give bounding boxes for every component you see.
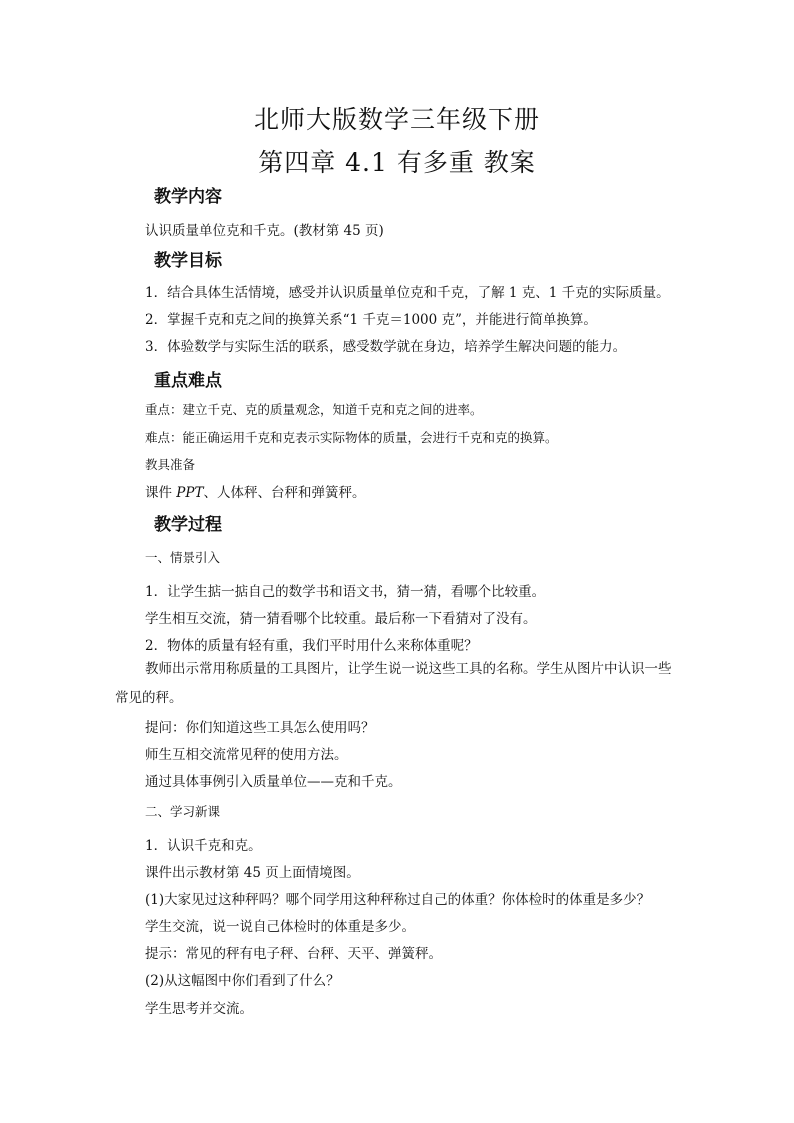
- goal-item-1: 1．结合具体生活情境，感受并认识质量单位克和千克，了解 1 克、1 千克的实际质量。: [145, 285, 670, 301]
- tools-ppt: PPT: [176, 485, 204, 501]
- process-q4: 学生交流，说一说自己体检时的体重是多少。: [145, 919, 415, 935]
- goal-item-2: 2．掌握千克和克之间的换算关系“1 千克＝1000 克”，并能进行简单换算。: [145, 312, 597, 328]
- process-q3: (1)大家见过这种秤吗？哪个同学用这种秤称过自己的体重？你体检时的体重是多少？: [145, 892, 651, 908]
- document-subtitle: 第四章 4.1 有多重 教案: [258, 148, 536, 177]
- document-title: 北师大版数学三年级下册: [253, 105, 540, 134]
- part1-title: 一、情景引入: [145, 550, 221, 565]
- process-q5: 提示：常见的秤有电子秤、台秤、天平、弹簧秤。: [145, 946, 442, 962]
- heading-teaching-content: 教学内容: [154, 187, 222, 207]
- content-text: 认识质量单位克和千克。(教材第 45 页): [145, 223, 384, 239]
- tools-prefix: 课件: [145, 485, 177, 501]
- process-p4: 教师出示常用称质量的工具图片，让学生说一说这些工具的名称。学生从图片中认识一些常见的秤。: [115, 661, 672, 706]
- part2-title: 二、学习新课: [145, 804, 221, 819]
- process-q6: (2)从这幅图中你们看到了什么？: [145, 973, 340, 989]
- process-p5: 提问：你们知道这些工具怎么使用吗？: [145, 720, 375, 736]
- process-p2: 学生相互交流，猜一猜看哪个比较重。最后称一下看猜对了没有。: [145, 611, 537, 627]
- heading-key-points: 重点难点: [154, 371, 222, 391]
- heading-teaching-goals: 教学目标: [154, 251, 222, 271]
- heading-teaching-process: 教学过程: [154, 515, 222, 535]
- tools-label: 教具准备: [145, 457, 196, 472]
- process-p7: 通过具体事例引入质量单位——克和千克。: [145, 774, 402, 790]
- process-q2: 课件出示教材第 45 页上面情境图。: [145, 865, 360, 881]
- tools-rest: 、人体秤、台秤和弹簧秤。: [203, 485, 366, 501]
- difficulty-text: 难点：能正确运用千克和克表示实际物体的质量，会进行千克和克的换算。: [145, 430, 558, 445]
- process-p1: 1．让学生掂一掂自己的数学书和语文书，猜一猜，看哪个比较重。: [145, 584, 546, 600]
- process-q7: 学生思考并交流。: [145, 1001, 253, 1017]
- process-p6: 师生互相交流常见秤的使用方法。: [145, 747, 348, 763]
- process-q1: 1．认识千克和克。: [145, 838, 262, 854]
- tools-text: [145, 481, 365, 501]
- key-point-text: 重点：建立千克、克的质量观念，知道千克和克之间的进率。: [145, 402, 483, 417]
- process-p3: 2．物体的质量有轻有重，我们平时用什么来称体重呢？: [145, 638, 478, 654]
- goal-item-3: 3．体验数学与实际生活的联系，感受数学就在身边，培养学生解决问题的能力。: [145, 339, 627, 355]
